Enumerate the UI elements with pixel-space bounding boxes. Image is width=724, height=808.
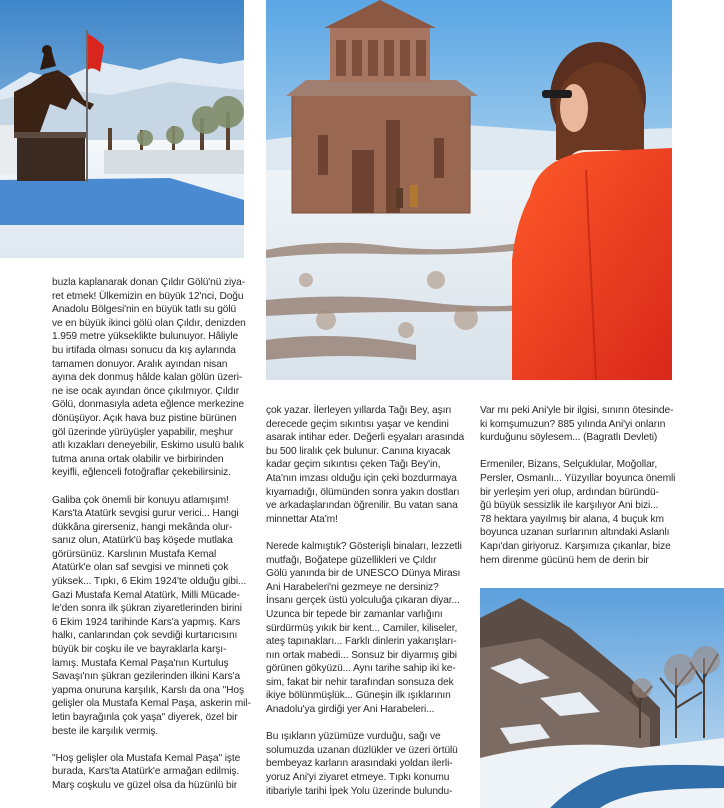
paragraph-road-to-ani: Bu ışıkların yüzümüze vurduğu, sağı ve solumuzda uzanan düzlükler ve üzeri örtülü bembeyaz karların arasındaki yoldan ilerli- yoruz Ani'yi ziyaret etmeye. Tıpkı konumu itibariyle tarihi İpek Yolu üzerinde bulundu- <box>266 731 458 797</box>
photo-ani-ruins <box>266 0 672 380</box>
paragraph-ani-ruins: Nerede kalmıştık? Gösterişli binaları, lezzetli mutfağı, Boğatepe güzellikleri ve Çıldır Gölü yanında bir de UNESCO Dünya Mirası Ani Harabeleri'ni gezmeye ne dersiniz? İnsanı gerçek üstü yolculuğa çıkaran diyar... Uzunca bir tepede bir zamanlar varlığını sürdürmüş yıkık bir kent... Camiler, kiliseler, ateş tapınakları... Farklı dinlerin yakarışları- nın ortak mabedi... Sonsuz bir diyarmış gibi görünen gökyüzü... Aynı tarihe sahip iki ke- sim, fakat bir nehir tarafından sonsuza dek ikiye bölünmüşlük... Güneşin ilk ışıklarının Anadolu'ya girdiği yer Ani Harabeleri... <box>266 540 462 716</box>
photo-snowy-river <box>480 588 724 808</box>
paragraph-welcome-march: "Hoş gelişler ola Mustafa Kemal Paşa" işte burada, Kars'ta Atatürk'e armağan edilmiş. Marş coşkulu ve güzel olsa da hüzünlü bir <box>52 752 241 791</box>
text-column-left <box>52 276 257 793</box>
text-column-middle <box>266 404 471 798</box>
paragraph-ataturk-kars: Galiba çok önemli bir konuyu atlamışım! Kars'ta Atatürk sevgisi gurur verici... Hangi dükkâna girerseniz, hangi mekânda olur- sanız olun, Atatürk'ü baş köşede mutlaka görürsünüz. Karslının Mustafa Kemal Atatürk'e olan saf sevgisi ve minneti çok yüksek... Tıpkı, 6 Ekim 1924'te olduğu gibi... Gazi Mustafa Kemal Atatürk, Milli Mücade- le'den sonra ilk şükran ziyaretlerinden birini 6 Ekim 1924 tarihinde Kars'a yapmış. Kars halkı, canlarından çok sevdiği kurtarıcısını büyük bir coşku ile ve bayraklarla karşı- lamış. Mustafa Kemal Paşa'nın Kurtuluş Savaşı'nın şükran gezilerinden ilkini Kars'a yapma onuruna karşılık, Karslı da ona "Hoş gelişler ola Mustafa Kemal Paşa, askerin mil- letin bayrağınla çok yaşa" diyerek, özel bir beste ile karşılık vermiş. <box>52 494 251 737</box>
paragraph-tagi-bey: çok yazar. İlerleyen yıllarda Tağı Bey, aşırı derecede geçim sıkıntısı yaşar ve kendini asarak intihar eder. Değerli eşyaları arasında bu 500 liralık çek bulunur. Canına kıyacak kadar geçim sıkıntısı çeken Tağı Bey'in, Ata'nın imzası olduğu için çeki bozdurmaya kıyamadığı, ölümünden sonra yakın dostları ve arkadaşlarından öğrenilir. Bu vatan sana minnettar Ata'm! <box>266 405 465 525</box>
text-column-right <box>480 404 685 567</box>
paragraph-bagratid: Var mı peki Ani'yle bir ilgisi, sınırın ötesinde- ki komşumuzun? 885 yılında Ani'yi onların kurduğunu söylesem... (Bagratlı Devleti) <box>480 405 674 444</box>
paragraph-ani-history: Ermeniler, Bizans, Selçuklular, Moğollar, Persler, Osmanlı... Yüzyıllar boyunca önemli bir yerleşim yeri olup, ardından büründü- ğü büyük sessizlik ile karşılıyor Ani bizi... 78 hektara yayılmış bir alana, 4 buçuk km boyunca uzanan surlarının altındaki Aslanlı Kapı'dan giriyoruz. Karşımıza çıkanlar, bize hem direnme gücünü hem de derin bir <box>480 459 676 566</box>
photo-ataturk-statue <box>0 0 244 258</box>
paragraph-cildir-lake: buzla kaplanarak donan Çıldır Gölü'nü ziya- ret etmek! Ülkemizin en büyük 12'nci, Doğu Anadolu Bölgesi'nin en büyük tatlı su gölü ve en büyük ikinci gölü olan Çıldır, denizden 1.959 metre yükseklikte bulunuyor. Hâliyle bu irtifada olması sonucu da kış aylarında tamamen donuyor. Aralık ayından nisan ayına dek donmuş hâlde kalan gölün üzeri- ne ise ocak ayından önce çıkılmıyor. Çıldır Gölü, donmasıyla adeta eğlence merkezine dönüşüyor. Açık hava buz pistine bürünen göl üzerinde yürüyüşler yapabilir, meşhur atlı kızakları deneyebilir, Eskimo usulü balık tutma anına ortak olabilir ve birbirinden keyifli, eğlenceli fotoğraflar çekebilirsiniz. <box>52 277 246 479</box>
